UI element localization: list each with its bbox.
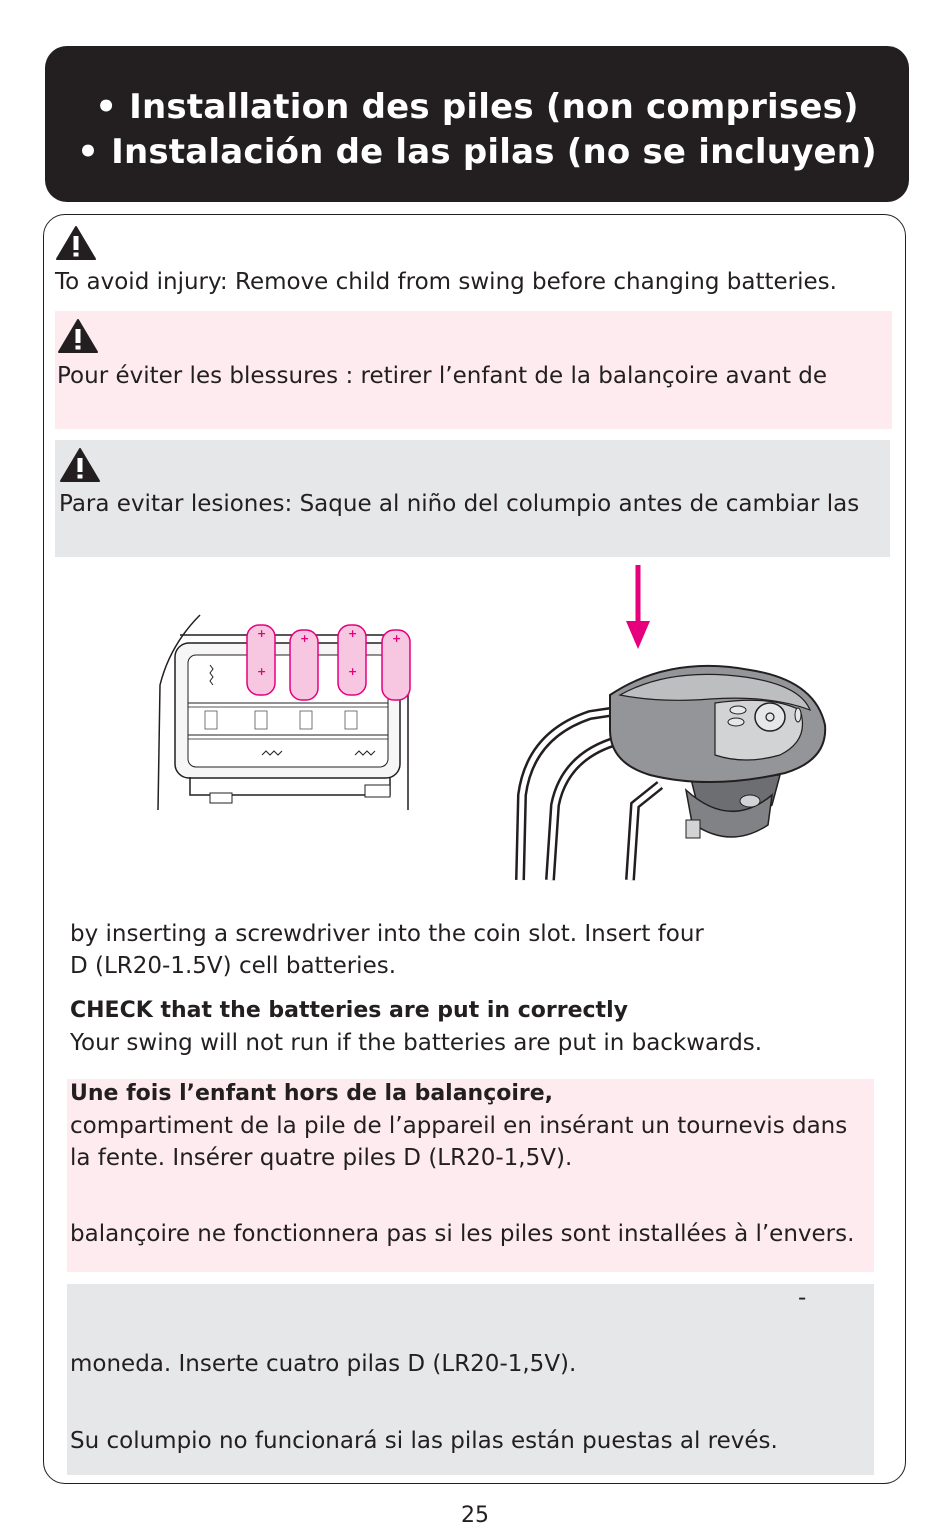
battery-compartment-illustration — [150, 605, 420, 820]
svg-text:+: + — [257, 627, 267, 640]
instruction-es-line2: Su columpio no funcionará si las pilas están puestas al revés. — [70, 1428, 778, 1454]
warning-triangle-icon — [57, 318, 99, 354]
swing-motor-housing-illustration — [510, 655, 840, 883]
instruction-fr-line2: la fente. Insérer quatre piles D (LR20-1,5V). — [70, 1145, 573, 1171]
warning-triangle-icon — [59, 447, 101, 483]
svg-text:+: + — [348, 627, 358, 640]
pink-down-arrow — [622, 563, 654, 653]
instruction-en-line1: by inserting a screwdriver into the coin slot. Insert four — [70, 921, 704, 947]
instruction-fr-line3: balançoire ne fonctionnera pas si les piles sont installées à l’envers. — [70, 1221, 855, 1247]
header-title-es: • Instalación de las pilas (no se incluyen) — [77, 132, 877, 172]
warning-triangle-icon — [55, 225, 97, 261]
instruction-fr-heading: Une fois l’enfant hors de la balançoire, — [70, 1081, 554, 1106]
instruction-es-hyphen: - — [798, 1285, 807, 1311]
instruction-es-line1: moneda. Inserte cuatro pilas D (LR20-1,5V). — [70, 1351, 577, 1377]
warning-text-en: To avoid injury: Remove child from swing before changing batteries. — [55, 269, 837, 295]
instruction-en-check-text: Your swing will not run if the batteries are put in backwards. — [70, 1030, 763, 1056]
svg-text:+: + — [257, 665, 267, 678]
svg-text:+: + — [300, 632, 310, 645]
instruction-en-check-heading: CHECK that the batteries are put in correctly — [70, 998, 628, 1023]
page-number: 25 — [461, 1503, 489, 1528]
section-header — [45, 46, 909, 202]
instruction-en-line2: D (LR20-1.5V) cell batteries. — [70, 953, 397, 979]
svg-text:+: + — [348, 665, 358, 678]
svg-text:+: + — [392, 632, 402, 645]
warning-text-es: Para evitar lesiones: Saque al niño del columpio antes de cambiar las — [59, 491, 860, 517]
warning-text-fr: Pour éviter les blessures : retirer l’enfant de la balançoire avant de — [57, 363, 828, 389]
header-title-fr: • Installation des piles (non comprises) — [95, 87, 859, 127]
instruction-fr-line1: compartiment de la pile de l’appareil en insérant un tournevis dans — [70, 1113, 848, 1139]
